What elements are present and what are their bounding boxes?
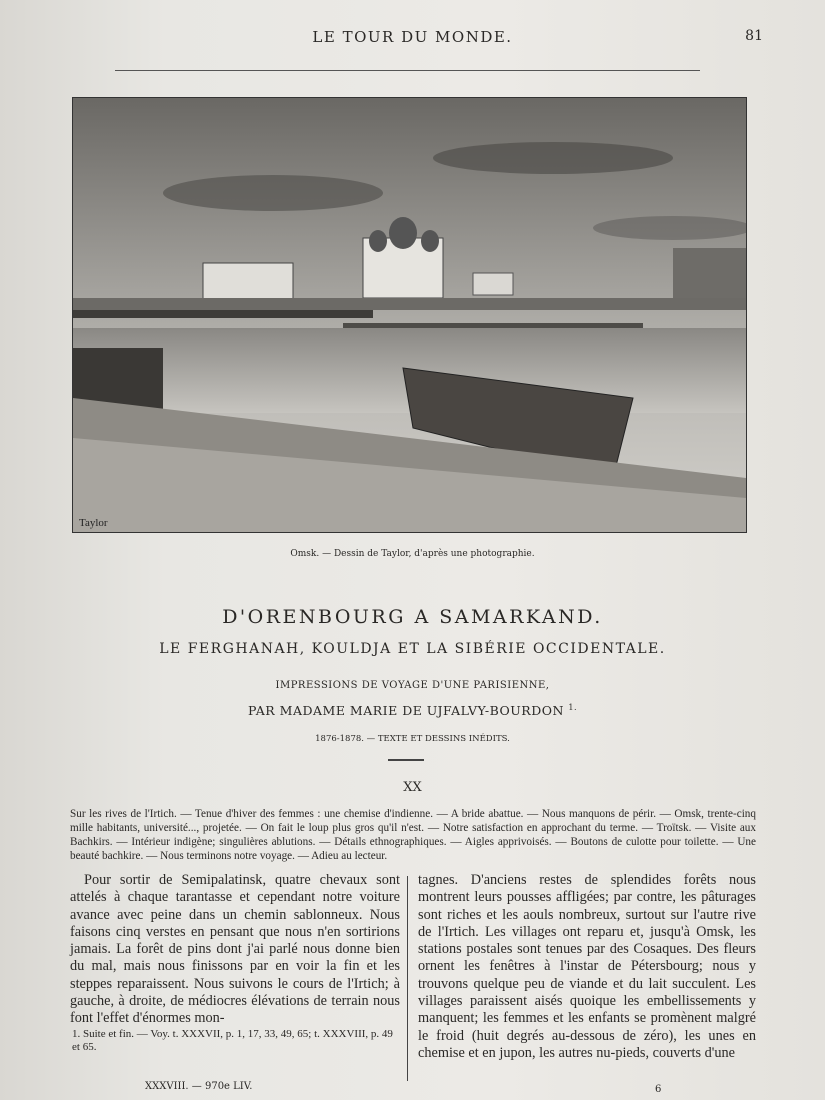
ornament-divider: [388, 759, 424, 761]
omsk-engraving: [72, 97, 747, 533]
article-impressions: IMPRESSIONS DE VOYAGE D'UNE PARISIENNE,: [275, 680, 550, 691]
printer-signature: XXXVIII. — 970e LIV.: [145, 1081, 253, 1092]
text-column-right: tagnes. D'anciens restes de splendides forêts nous montrent leurs pousses affligées; par contre, les pâturages sont riches et les aouls nombreux, surtout sur l'autre rive de l'Irtich. Les villages ont reparu et, jusqu'à Omsk, les stations postales sont tenues par des Cosaques. Des fleurs ornent les fenêtres à l'instar de Pétersbourg; nous y trouvons quelque peu de viande et du lait succulent. Les villages paraissent aisés quoique les embellissements y manquent; les femmes et les enfants se promènent malgré le froid (huit degrés au-dessous de zéro), les unes en chemise et en jupon, les autres nu-pieds, couverts d'une: [418, 872, 756, 1061]
page-number: 81: [745, 28, 763, 44]
author-name: PAR MADAME MARIE DE UJFALVY-BOURDON: [247, 703, 564, 719]
article-author: [0, 703, 825, 718]
footnote-mark: 1.: [568, 703, 578, 712]
text-column-left: Pour sortir de Semipalatinsk, quatre chevaux sont attelés à chaque tarantasse et cependant notre voiture avance avec peine dans un chemin sablonneux. Nous faisons cinq verstes en pensant que nous n'en sortirions jamais. La forêt de pins dont j'ai parlé nous donne bien du mal, mais nous finissons par en voir la fin et les steppes reparaissent. Nous suivons le cours de l'Irtich; à gauche, à droite, de médiocres élévations de terrain nous font l'effet d'énormes mon-: [70, 872, 400, 1027]
footnote: 1. Suite et fin. — Voy. t. XXXVII, p. 1, 17, 33, 49, 65; t. XXXVIII, p. 49 et 65.: [72, 1028, 393, 1053]
illustration-caption: Omsk. — Dessin de Taylor, d'après une photographie.: [290, 549, 535, 559]
article-title: D'ORENBOURG A SAMARKAND.: [222, 606, 603, 628]
running-title: LE TOUR DU MONDE.: [312, 28, 513, 46]
chapter-summary: Sur les rives de l'Irtich. — Tenue d'hiver des femmes : une chemise d'indienne. — A bride abattue. — Nous manquons de périr. — Omsk, trente-cinq mille habitants, université..., projetée. — On fait le loup plus gros qu'il n'est. — Notre satisfaction en approchant du terme. — Troïtsk. — Visite aux Bachkirs. — Intérieur indigène; singulières ablutions. — Détails ethnographiques. — Aigles apprivoisés. — Boutons de culotte pour toilette. — Une beauté bachkire. — Nous terminons notre voyage. — Adieu au lecteur.: [70, 808, 756, 862]
chapter-number: XX: [403, 780, 422, 795]
sheet-number: 6: [655, 1084, 662, 1095]
article-subtitle: LE FERGHANAH, KOULDJA ET LA SIBÉRIE OCCIDENTALE.: [159, 641, 666, 657]
header-rule: [115, 70, 700, 71]
article-dates: 1876-1878. — TEXTE ET DESSINS INÉDITS.: [315, 734, 510, 744]
artist-signature: Taylor: [79, 517, 108, 529]
column-divider: [407, 876, 408, 1081]
